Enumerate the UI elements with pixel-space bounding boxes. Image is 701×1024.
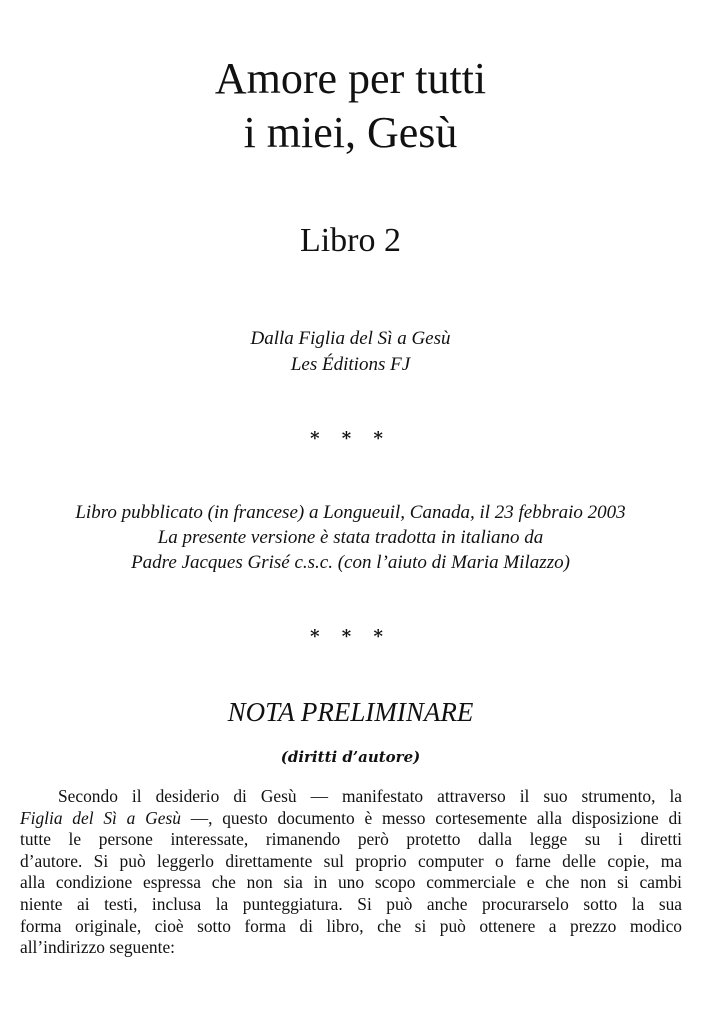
section-separator: * * * bbox=[310, 428, 391, 449]
paragraph-line: Secondo il desiderio di Gesù — manifestato attraverso il suo strumento, la bbox=[58, 786, 682, 806]
italic-reference: Figlia del Sì a Gesù bbox=[20, 807, 181, 828]
publication-line-1: Libro pubblicato (in francese) a Longueuil, Canada, il 23 febbraio 2003 bbox=[75, 502, 626, 523]
book-title-line-1: Amore per tutti bbox=[214, 54, 487, 103]
note-subtitle: (diritti d’autore) bbox=[280, 748, 421, 766]
author-name: Dalla Figlia del Sì a Gesù bbox=[250, 328, 451, 349]
paragraph-line: d’autore. Si può leggerlo direttamente sul proprio computer o farne delle copie, ma bbox=[20, 850, 682, 871]
publication-line-3: Padre Jacques Grisé c.s.c. (con l’aiuto di Maria Milazzo) bbox=[131, 552, 570, 573]
paragraph-line: alla condizione espressa che non sia in uno scopo commerciale e che non si cambi bbox=[20, 872, 682, 893]
paragraph-line: all’indirizzo seguente: bbox=[20, 937, 176, 958]
book-number: Libro 2 bbox=[299, 222, 402, 259]
publication-info bbox=[0, 500, 701, 575]
paragraph-line: forma originale, cioè sotto forma di libro, che si può ottenere a prezzo modico bbox=[20, 915, 682, 936]
book-title bbox=[0, 52, 701, 160]
book-title-line-2: i miei, Gesù bbox=[243, 108, 458, 157]
author-block bbox=[0, 326, 701, 378]
note-paragraph bbox=[20, 786, 682, 959]
section-separator: * * * bbox=[310, 626, 391, 647]
paragraph-line: niente ai testi, inclusa la punteggiatura. Si può anche procurarselo sotto la sua bbox=[20, 893, 682, 914]
publication-line-2: La presente versione è stata tradotta in italiano da bbox=[157, 527, 544, 548]
publisher-name: Les Éditions FJ bbox=[290, 354, 411, 375]
note-title: NOTA PRELIMINARE bbox=[227, 697, 474, 727]
paragraph-line bbox=[20, 808, 682, 830]
paragraph-line-text: —, questo documento è messo cortesemente alla disposizione di bbox=[180, 807, 682, 828]
paragraph-line: tutte le persone interessate, rimanendo però protetto dalla legge su i diretti bbox=[20, 829, 682, 850]
